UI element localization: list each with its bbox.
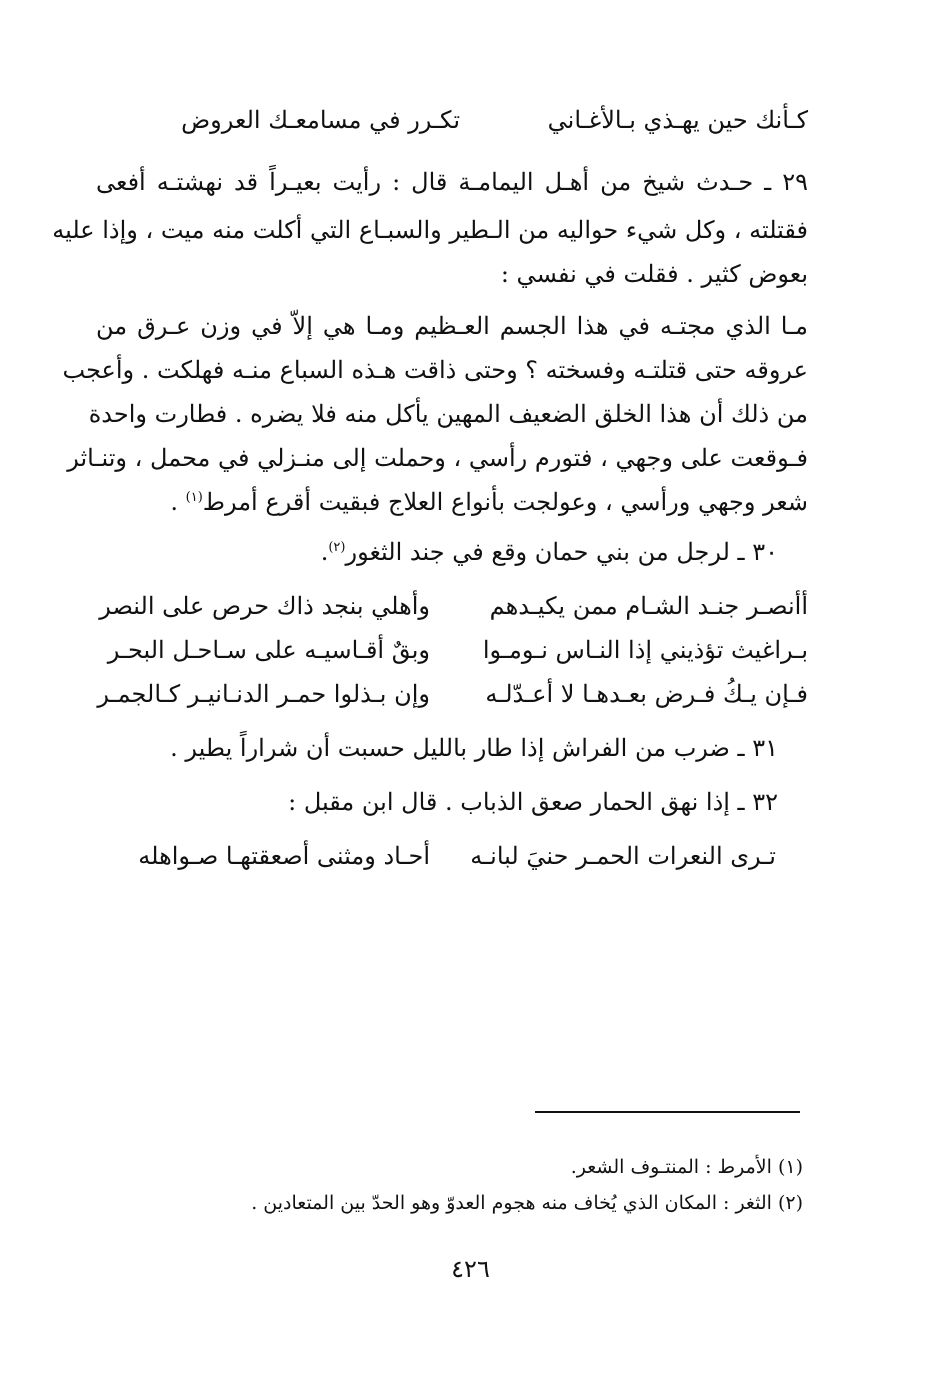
paragraph-29b-line-5 [96, 482, 808, 522]
page-number: ٤٢٦ [451, 1255, 490, 1283]
paragraph-29b-line-4: فـوقعت على وجهي ، فتورم رأسي ، وحملت إلى منـزلي في محمل ، وتنـاثر [67, 444, 808, 472]
top-verse-right-hemistich: كـأنك حين يهـذي بـالأغـاني [547, 106, 808, 134]
verse-30-1-left: وأهلي بنجد ذاك حرص على النصر [99, 592, 430, 620]
paragraph-29-line-3: بعوض كثير . فقلت في نفسي : [500, 260, 808, 288]
paragraph-30-text: ٣٠ ـ لرجل من بني حمان وقع في جند الثغور [345, 538, 778, 566]
verse-30-1-right: أأنصـر جنـد الشـام ممن يكيـدهم [489, 592, 808, 620]
verse-30-2-left: وبقٌ أقـاسيـه على سـاحـل البحـر [107, 636, 430, 664]
paragraph-29b-line-3: من ذلك أن هذا الخلق الضعيف المهين يأكل منه فلا يضره . فطارت واحدة [88, 400, 808, 428]
footnote-ref-1: (١) [185, 490, 203, 505]
paragraph-29b-line-1: مـا الذي مجتـه في هذا الجسم العـظيم ومـا هي إلاّ في وزن عـرق من [96, 312, 808, 340]
footnote-2: (٢) الثغر : المكان الذي يُخاف منه هجوم العدوّ وهو الحدّ بين المتعادين . [251, 1192, 803, 1214]
footnote-ref-2: (٢) [328, 540, 346, 555]
verse-32-left: أحـاد ومثنى أصعقتهـا صـواهله [138, 842, 430, 870]
paragraph-31: ٣١ ـ ضرب من الفراش إذا طار بالليل حسبت أن شراراً يطير . [170, 734, 778, 762]
paragraph-30 [178, 532, 778, 572]
footnote-separator [535, 1111, 800, 1113]
footnote-1: (١) الأمرط : المنتـوف الشعر. [570, 1156, 803, 1178]
top-verse-left-hemistich: تكـرر في مسامعـك العروض [181, 106, 460, 134]
paragraph-29-line-2: فقتلته ، وكل شيء حواليه من الـطير والسبـاع التي أكلت منه ميت ، وإذا عليه [52, 216, 808, 244]
paragraph-29b-line-5-text: شعر وجهي ورأسي ، وعولجت بأنواع العلاج فبقيت أقرع أمرط [202, 488, 808, 516]
verse-30-3-left: وإن بـذلوا حمـر الدنـانيـر كـالجمـر [97, 680, 430, 708]
paragraph-29b-line-5-end: . [170, 488, 186, 516]
paragraph-32: ٣٢ ـ إذا نهق الحمار صعق الذباب . قال ابن مقبل : [288, 788, 778, 816]
verse-32-right: تـرى النعرات الحمـر حنيَ لبانـه [470, 842, 776, 870]
paragraph-29-line-1: ٢٩ ـ حـدث شيخ من أهـل اليمامـة قال : رأيت بعيـراً قد نهشتـه أفعى [96, 168, 808, 196]
paragraph-29b-line-2: عروقه حتى قتلتـه وفسخته ؟ وحتى ذاقت هـذه السباع منـه فهلكت . وأعجب [62, 356, 808, 384]
paragraph-30-end: . [320, 538, 329, 566]
verse-30-2-right: بـراغيث تؤذيني إذا النـاس نـومـوا [482, 636, 808, 664]
verse-30-3-right: فـإن يـكُ فـرض بعـدهـا لا أعـدّلـه [485, 680, 808, 708]
